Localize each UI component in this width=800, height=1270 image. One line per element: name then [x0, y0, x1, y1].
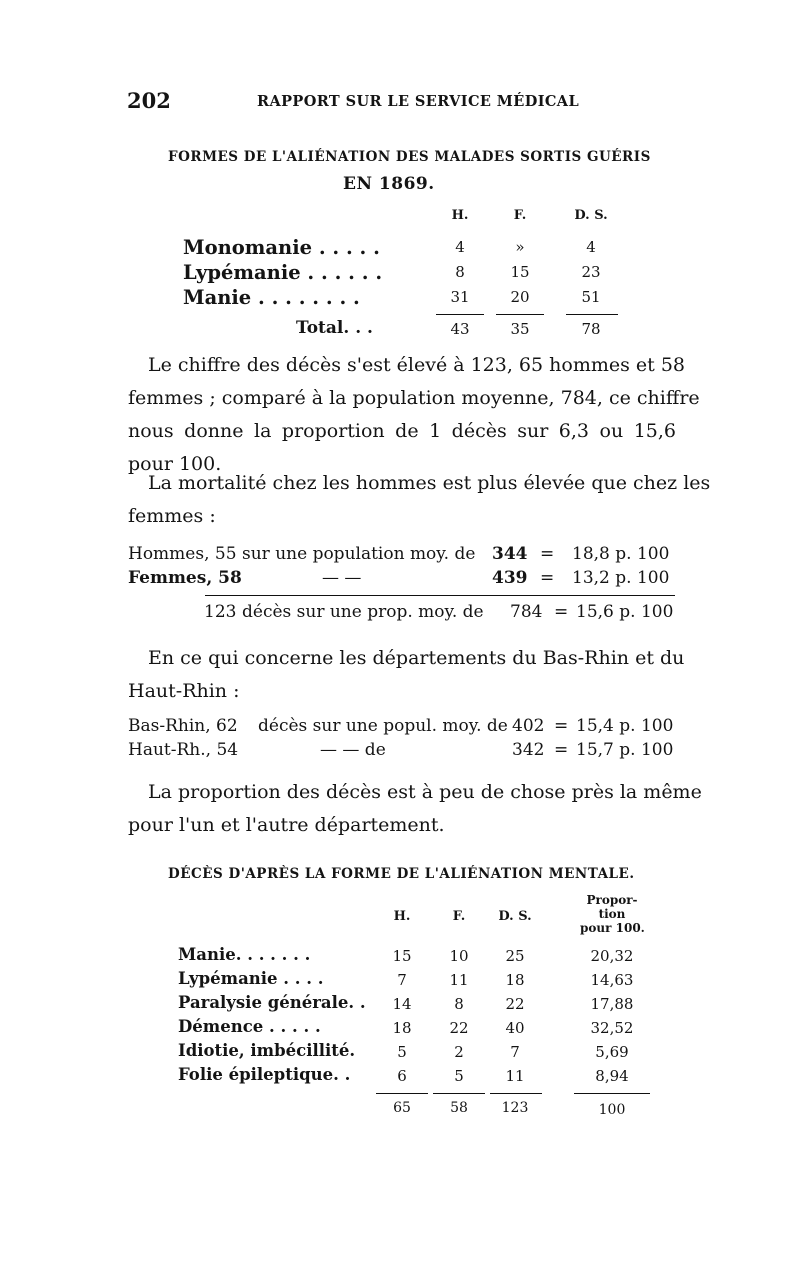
table2-rule-f: [433, 1093, 485, 1094]
comparison-ratio: 13,2 p. 100: [572, 568, 670, 588]
table2-total-h: 65: [393, 1100, 411, 1116]
table1-cell-ds: 4: [586, 238, 596, 256]
equals-sign: =: [554, 740, 569, 760]
running-title: RAPPORT SUR LE SERVICE MÉDICAL: [257, 93, 580, 110]
comparison-value: 344: [492, 544, 528, 564]
paragraph-mortality-sex: [128, 467, 711, 533]
table1-cell-ds: 23: [581, 263, 601, 281]
table1-cell-h: 8: [455, 263, 465, 281]
table2-row-label: Folie épileptique. .: [178, 1065, 351, 1084]
table1-cell-f: »: [515, 238, 525, 256]
table2-header-h: H.: [393, 909, 411, 924]
table2-cell-ds: 25: [505, 947, 525, 965]
equals-sign: =: [554, 602, 569, 622]
table2-cell-ds: 7: [510, 1043, 520, 1061]
table2-header-pct-3: pour 100.: [580, 921, 645, 935]
table2-row-label: Lypémanie . . . .: [178, 969, 324, 988]
table2-cell-ds: 40: [505, 1019, 525, 1037]
table2-header-ds: D. S.: [498, 909, 532, 924]
comparison-text: — —: [322, 568, 362, 588]
paragraph-departments: [128, 642, 685, 708]
comparison-ratio: 15,4 p. 100: [576, 716, 674, 736]
table2-cell-pct: 20,32: [590, 947, 634, 965]
table2-row-label: Démence . . . . .: [178, 1017, 321, 1036]
table2-total-ds: 123: [501, 1100, 529, 1116]
table1-header-f: F.: [513, 208, 527, 223]
table1-header-h: H.: [451, 208, 469, 223]
running-header: [127, 88, 580, 114]
table1-cell-h: 4: [455, 238, 465, 256]
text-line: La proportion des décès est à peu de chose près la même: [148, 781, 702, 803]
table2-cell-f: 10: [449, 947, 469, 965]
table2-cell-h: 7: [397, 971, 407, 989]
text-line: pour 100.: [128, 453, 222, 475]
text-line: femmes ; comparé à la population moyenne, 784, ce chiffre: [128, 387, 700, 409]
comparison-value: 402: [512, 716, 545, 736]
paragraph-proportion: [128, 776, 702, 842]
table2-cell-pct: 17,88: [590, 995, 634, 1013]
table1-title: FORMES DE L'ALIÉNATION DES MALADES SORTIS GUÉRIS: [168, 149, 651, 165]
table2-row-label: Paralysie générale. .: [178, 993, 366, 1012]
table1-row-label: Manie . . . . . . . .: [183, 286, 360, 309]
table2-cell-ds: 18: [505, 971, 525, 989]
comparison-total-label: 123: [204, 602, 237, 622]
table2-row-label: Idiotie, imbécillité.: [178, 1041, 356, 1060]
table2-cell-f: 8: [454, 995, 464, 1013]
table1-cell-f: 20: [510, 288, 530, 306]
text-line: Haut-Rhin :: [128, 680, 240, 702]
table2-cell-h: 5: [397, 1043, 407, 1061]
text-line: Le chiffre des décès s'est élevé à 123, 65 hommes et 58: [148, 354, 685, 376]
table2-cell-f: 11: [449, 971, 469, 989]
table1-cell-f: 15: [510, 263, 530, 281]
table1-total-f: 35: [510, 320, 530, 338]
equals-sign: =: [540, 544, 555, 564]
table1-header-ds: D. S.: [574, 208, 608, 223]
text-line: femmes :: [128, 505, 216, 527]
comparison-value: 439: [492, 568, 528, 588]
paragraph-deaths: [128, 349, 700, 481]
comparison-total-text: décès sur une prop. moy. de: [242, 602, 484, 622]
table1-rule-f: [496, 314, 544, 315]
comparison-rule: [205, 595, 675, 596]
table2-cell-h: 14: [392, 995, 412, 1013]
table1-row-label: Monomanie . . . . .: [183, 236, 380, 259]
table2-cell-pct: 8,94: [595, 1067, 629, 1085]
table2-header-pct-1: Propor-: [586, 893, 638, 907]
table2-cell-f: 22: [449, 1019, 469, 1037]
table2-rule-pct: [574, 1093, 650, 1094]
table2-header-pct-2: tion: [598, 907, 626, 921]
table2-cell-pct: 5,69: [595, 1043, 629, 1061]
table2-cell-ds: 11: [505, 1067, 525, 1085]
comparison-text: sur une population moy. de: [242, 544, 476, 564]
table2-cell-f: 5: [454, 1067, 464, 1085]
table2-cell-pct: 14,63: [590, 971, 634, 989]
comparison-label: Haut-Rh., 54: [128, 740, 239, 760]
table1-subtitle: EN 1869.: [343, 174, 435, 194]
table2-cell-pct: 32,52: [590, 1019, 634, 1037]
table2-total-f: 58: [450, 1100, 468, 1116]
comparison-label: Femmes, 58: [128, 568, 242, 588]
comparison-total-ratio: 15,6 p. 100: [576, 602, 674, 622]
table2-cell-f: 2: [454, 1043, 464, 1061]
equals-sign: =: [540, 568, 555, 588]
table1-rule-h: [436, 314, 484, 315]
table2-header-f: F.: [452, 909, 466, 924]
table2-total-pct: 100: [598, 1102, 626, 1118]
comparison-total-value: 784: [510, 602, 543, 622]
table1-rule-ds: [566, 314, 618, 315]
table1-total-ds: 78: [581, 320, 601, 338]
comparison-label: Hommes, 55: [128, 544, 237, 564]
table1-cell-h: 31: [450, 288, 470, 306]
comparison-ratio: 18,8 p. 100: [572, 544, 670, 564]
equals-sign: =: [554, 716, 569, 736]
table2-row-label: Manie. . . . . . .: [178, 945, 311, 964]
table2-cell-h: 15: [392, 947, 412, 965]
comparison-value: 342: [512, 740, 545, 760]
table2-rule-ds: [490, 1093, 542, 1094]
text-line: nous donne la proportion de 1 décès sur 6,3 ou 15,6: [128, 420, 676, 442]
text-line: En ce qui concerne les départements du Bas-Rhin et du: [148, 647, 685, 669]
text-line: La mortalité chez les hommes est plus élevée que chez les: [148, 472, 711, 494]
table1-row-label: Lypémanie . . . . . .: [183, 261, 383, 284]
table1-cell-ds: 51: [581, 288, 601, 306]
table1-total-h: 43: [450, 320, 470, 338]
table2-cell-h: 6: [397, 1067, 407, 1085]
table2-rule-h: [376, 1093, 428, 1094]
text-line: pour l'un et l'autre département.: [128, 814, 445, 836]
table2-cell-ds: 22: [505, 995, 525, 1013]
comparison-label: Bas-Rhin, 62: [128, 716, 238, 736]
comparison-ratio: 15,7 p. 100: [576, 740, 674, 760]
table2-title: DÉCÈS D'APRÈS LA FORME DE L'ALIÉNATION MENTALE.: [168, 866, 635, 882]
table1-total-label: Total. . .: [296, 318, 373, 338]
comparison-text: — — de: [320, 740, 386, 760]
page-number: 202: [127, 88, 171, 113]
comparison-text: décès sur une popul. moy. de: [258, 716, 508, 736]
table2-cell-h: 18: [392, 1019, 412, 1037]
